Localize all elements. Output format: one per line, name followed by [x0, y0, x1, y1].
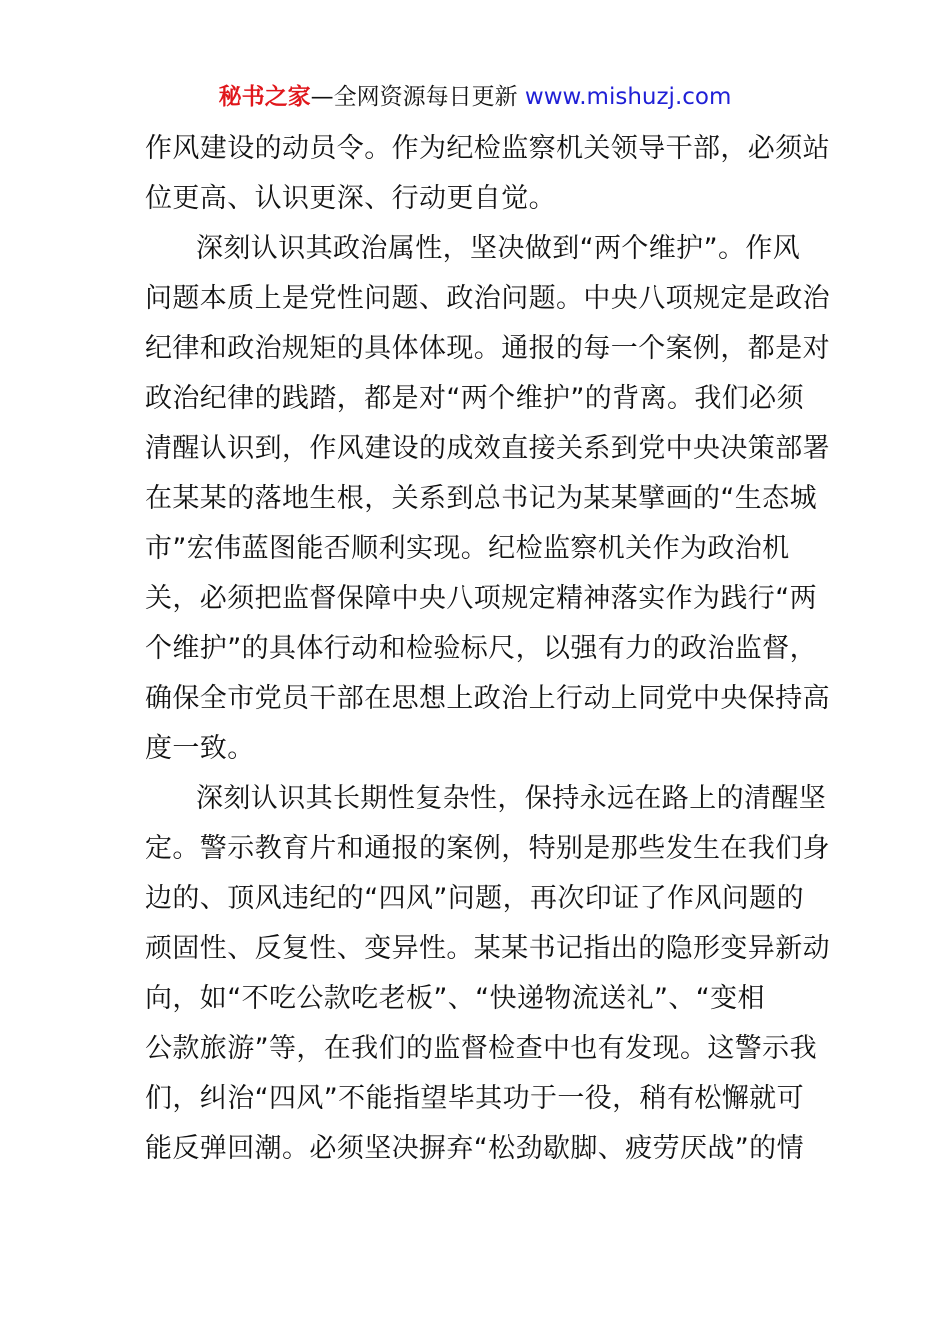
text-line: 个维护”的具体行动和检验标尺，以强有力的政治监督，	[145, 633, 817, 664]
text-line: 度一致。	[145, 733, 255, 764]
text-line: 能反弹回潮。必须坚决摒弃“松劲歇脚、疲劳厌战”的情	[145, 1133, 804, 1164]
text-line: 政治纪律的践踏，都是对“两个维护”的背离。我们必须	[145, 383, 804, 414]
text-line: 公款旅游”等，在我们的监督检查中也有发现。这警示我	[145, 1033, 817, 1064]
text-line: 确保全市党员干部在思想上政治上行动上同党中央保持高	[145, 683, 830, 714]
text-line: 纪律和政治规矩的具体体现。通报的每一个案例，都是对	[145, 333, 830, 364]
text-line: 在某某的落地生根，关系到总书记为某某擘画的“生态城	[145, 483, 817, 514]
website-url: www.mishuzj.com	[524, 84, 732, 110]
text-line: 顽固性、反复性、变异性。某某书记指出的隐形变异新动	[145, 933, 830, 964]
paragraph-start: 深刻认识其政治属性，坚决做到“两个维护”。作风	[196, 233, 801, 264]
text-line: 关，必须把监督保障中央八项规定精神落实作为践行“两	[145, 583, 817, 614]
page-header	[0, 79, 950, 115]
text-line: 们，纠治“四风”不能指望毕其功于一役，稍有松懈就可	[145, 1083, 804, 1114]
text-line: 边的、顶风违纪的“四风”问题，再次印证了作风问题的	[145, 883, 804, 914]
text-line: 市”宏伟蓝图能否顺利实现。纪检监察机关作为政治机	[145, 533, 790, 564]
text-line: 作风建设的动员令。作为纪检监察机关领导干部，必须站	[145, 133, 830, 164]
text-line: 问题本质上是党性问题、政治问题。中央八项规定是政治	[145, 283, 830, 314]
paragraph-start: 深刻认识其长期性复杂性，保持永远在路上的清醒坚	[196, 783, 827, 814]
text-line: 清醒认识到，作风建设的成效直接关系到党中央决策部署	[145, 433, 830, 464]
text-line: 定。警示教育片和通报的案例，特别是那些发生在我们身	[145, 833, 830, 864]
text-line: 向，如“不吃公款吃老板”、“快递物流送礼”、“变相	[145, 983, 765, 1014]
header-tagline: —全网资源每日更新	[310, 84, 525, 110]
text-line: 位更高、认识更深、行动更自觉。	[145, 183, 556, 214]
brand-name: 秘书之家	[218, 84, 311, 110]
